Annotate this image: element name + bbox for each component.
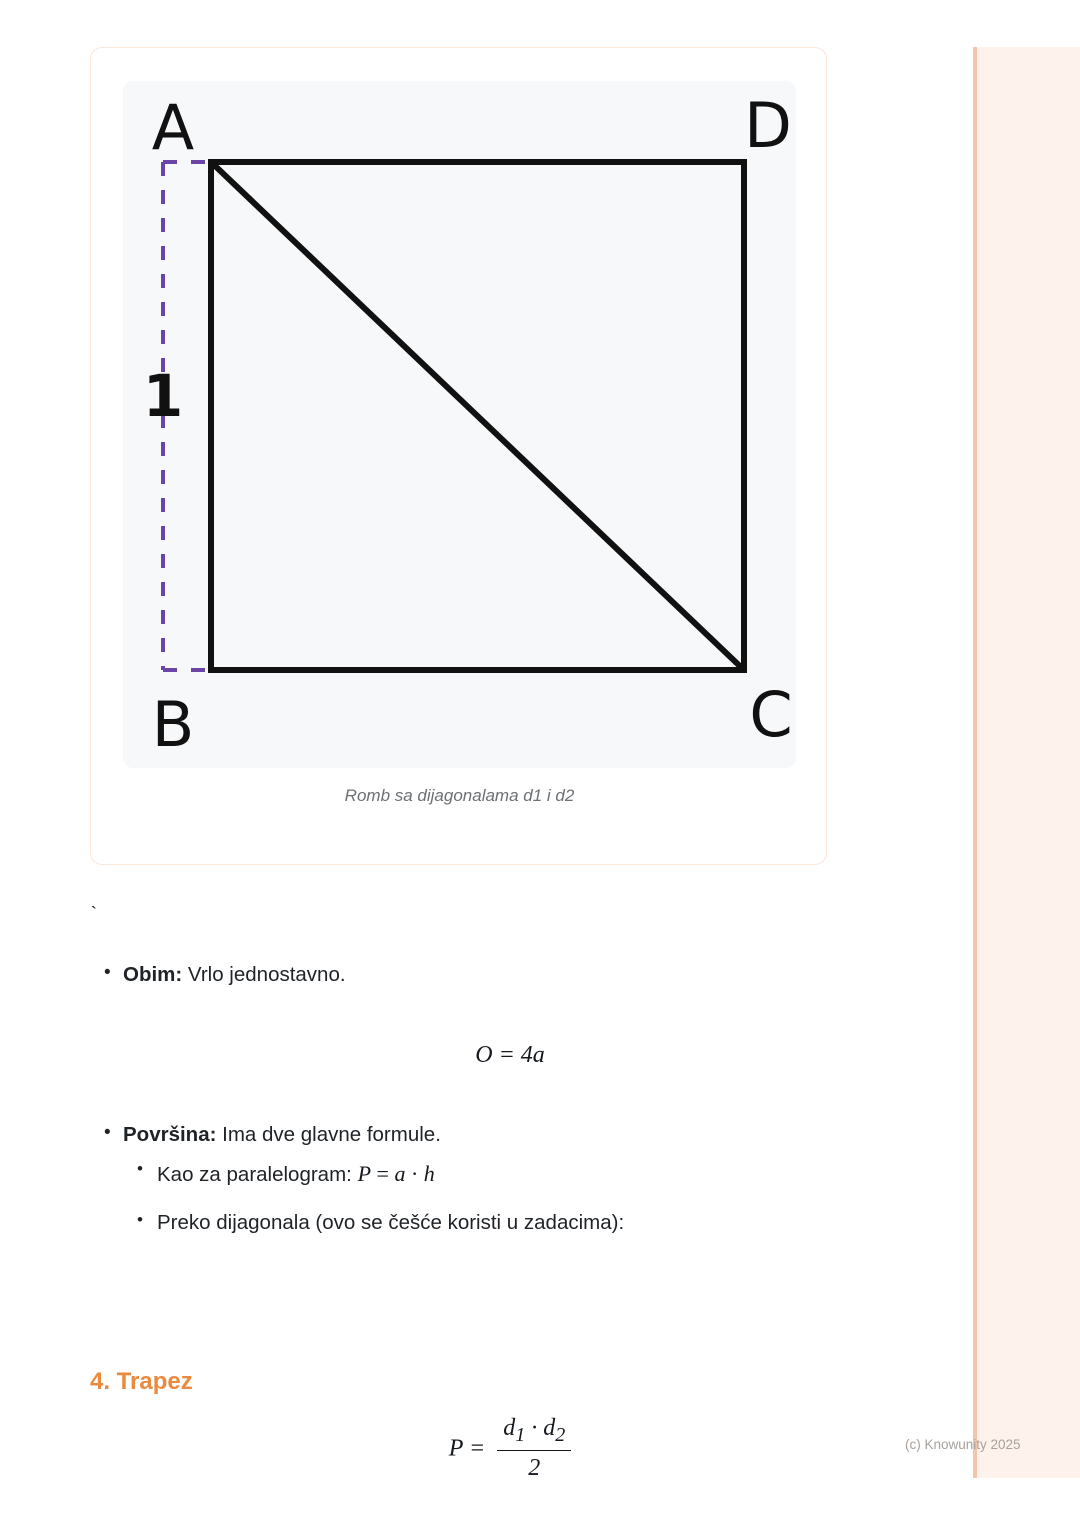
equation-area-equals: = — [463, 1435, 492, 1462]
list-item-povrsina-text: Ima dve glavne formule. — [216, 1123, 441, 1146]
stray-backtick-text: ` — [88, 904, 100, 926]
inline-formula-dot: · — [405, 1160, 424, 1186]
vertex-label-a: A — [151, 91, 195, 164]
equation-area-fraction — [497, 1413, 571, 1483]
vertex-label-c: C — [749, 678, 793, 751]
dimension-value-label: 1 — [142, 362, 184, 430]
area-bullet-list — [90, 1120, 930, 1238]
right-accent-stripe — [973, 47, 1080, 1478]
numerator-d2-subscript: 2 — [555, 1423, 566, 1446]
list-item-dijagonala-text: Preko dijagonala (ovo se češće koristi u zadacima): — [157, 1210, 625, 1234]
list-item-povrsina — [90, 1120, 930, 1238]
equation-area-lhs: P — [448, 1435, 464, 1462]
area-sub-list — [123, 1157, 930, 1239]
diagonal-line — [211, 162, 744, 670]
inline-formula-area-parallelogram — [358, 1161, 435, 1186]
figure-card — [90, 47, 827, 865]
equation-perimeter-equals: = — [492, 1042, 521, 1068]
numerator-d1-subscript: 1 — [515, 1423, 526, 1446]
equation-perimeter-rhs: 4a — [520, 1042, 545, 1068]
numerator-d2: d — [543, 1415, 556, 1441]
section-heading-trapez: 4. Trapez — [90, 1368, 193, 1395]
vertex-label-b: B — [151, 688, 195, 761]
inline-formula-a: a — [394, 1160, 406, 1186]
list-item-obim-label: Obim: — [123, 963, 183, 986]
rhombus-diagram — [123, 81, 796, 768]
numerator-d1: d — [503, 1415, 516, 1441]
figure-drawing-panel — [123, 81, 796, 768]
equation-perimeter — [90, 1042, 930, 1069]
inline-formula-h: h — [423, 1160, 435, 1186]
vertex-label-d: D — [744, 89, 792, 162]
formula-bullet-list — [90, 960, 930, 991]
list-item-dijagonala — [123, 1208, 930, 1239]
inline-formula-equals: = — [371, 1160, 395, 1186]
list-item-obim — [90, 960, 930, 991]
numerator-dot: · — [525, 1415, 544, 1441]
equation-area-denominator: 2 — [528, 1454, 541, 1481]
equation-area-diagonals — [90, 1415, 930, 1485]
list-item-paralelogram — [123, 1157, 930, 1191]
list-item-paralelogram-text: Kao za paralelogram: — [157, 1162, 358, 1186]
equation-perimeter-lhs: O — [475, 1042, 493, 1068]
inline-formula-lhs: P — [357, 1160, 372, 1186]
list-item-obim-text: Vrlo jednostavno. — [182, 963, 346, 986]
list-item-povrsina-label: Površina: — [123, 1123, 217, 1146]
figure-caption: Romb sa dijagonalama d1 i d2 — [344, 786, 575, 805]
copyright-watermark: (c) Knowunity 2025 — [905, 1437, 1021, 1452]
equation-area-numerator — [497, 1413, 571, 1451]
